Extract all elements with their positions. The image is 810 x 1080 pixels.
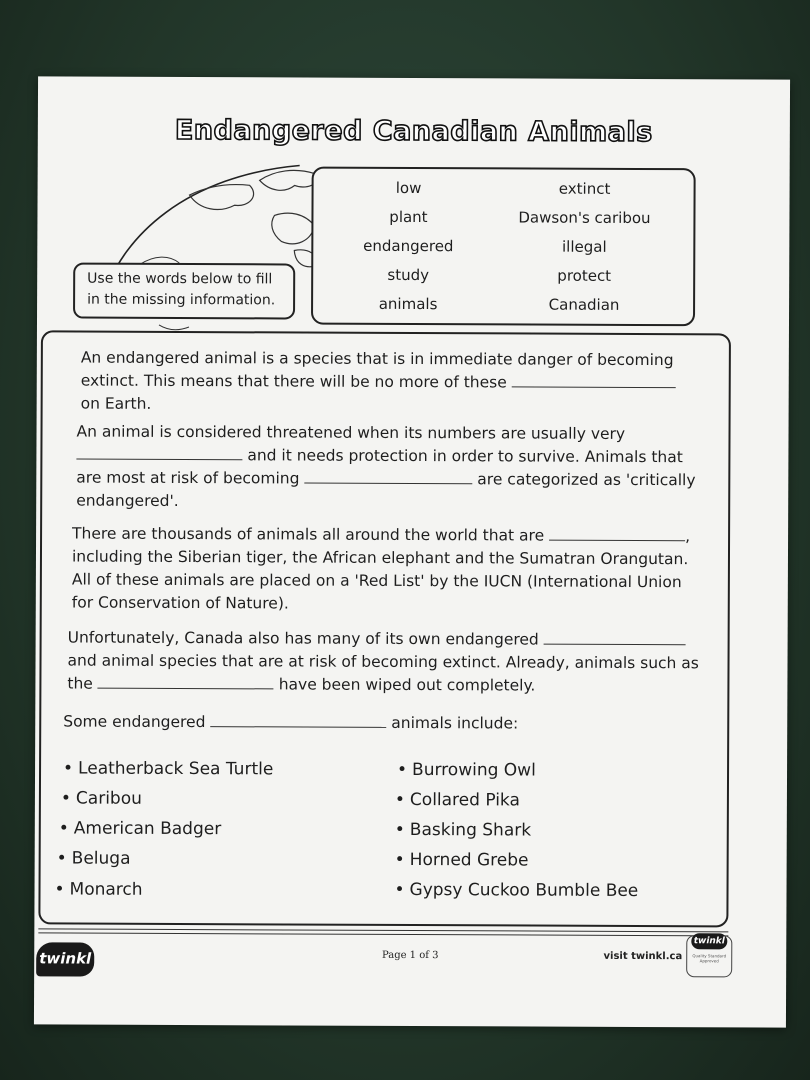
paragraph-line: the have been wiped out completely. <box>67 674 536 695</box>
word-bank-word: plant <box>389 207 428 227</box>
paragraph-line: and it needs protection in order to survive. Animals that <box>76 444 724 470</box>
paragraph-line: for Conservation of Nature). <box>71 593 289 613</box>
paragraph-3 <box>72 523 724 618</box>
fill-blank[interactable] <box>210 711 386 728</box>
worksheet-title: Endangered Canadian Animals <box>174 114 653 149</box>
word-bank-box <box>311 167 696 327</box>
fill-blank[interactable] <box>98 673 274 690</box>
paragraph-line: An animal is considered threatened when its numbers are usually very <box>76 422 626 443</box>
fill-blank[interactable] <box>76 444 242 461</box>
word-bank-word: extinct <box>558 179 611 198</box>
paragraph-4 <box>67 626 723 698</box>
paragraph-1 <box>81 347 721 419</box>
footer-rule <box>38 932 728 936</box>
animal-list-item: • Leatherback Sea Turtle <box>63 758 273 779</box>
word-bank-word: Canadian <box>548 295 620 314</box>
word-bank-word: protect <box>557 266 612 285</box>
fill-blank[interactable] <box>304 468 472 485</box>
badge-title: twinkl <box>691 933 727 949</box>
word-bank-left-column <box>314 169 504 314</box>
paragraph-line: All of these animals are placed on a 'Red List' by the IUCN (International Union <box>71 570 682 592</box>
paragraph-line: and animal species that are at risk of becoming extinct. Already, animals such as <box>67 651 699 673</box>
word-bank-word: endangered <box>363 236 454 256</box>
website-text: visit twinkl.ca <box>603 950 683 963</box>
word-bank-word: Dawson's caribou <box>518 208 651 228</box>
animal-list-item: • Basking Shark <box>395 820 531 841</box>
paragraph-5 <box>63 710 723 736</box>
animal-list-item: • Collared Pika <box>395 790 520 811</box>
word-bank-word: study <box>387 265 430 285</box>
word-bank-word: illegal <box>561 237 607 256</box>
paragraph-line: extinct. This means that there will be no more of these <box>81 370 721 396</box>
animal-list-item: • Beluga <box>57 848 131 868</box>
instruction-box: Use the words below to fill in the missing information. <box>73 263 295 320</box>
paragraph-2 <box>76 421 724 516</box>
page-number: Page 1 of 3 <box>381 949 439 962</box>
fill-blank[interactable] <box>512 371 676 388</box>
quality-badge <box>686 935 732 977</box>
fill-blank[interactable] <box>549 525 685 542</box>
paragraph-line: There are thousands of animals all around the world that are , <box>72 524 691 546</box>
paragraph-line: are most at risk of becoming are categorized as 'critically <box>76 468 696 490</box>
paragraph-line: Unfortunately, Canada also has many of its own endangered <box>68 626 724 652</box>
badge-subtitle: Quality Standard Approved <box>692 953 727 964</box>
paragraph-line: An endangered animal is a species that is in immediate danger of becoming <box>80 348 674 370</box>
fill-blank[interactable] <box>544 629 686 646</box>
animal-list-item: • Gypsy Cuckoo Bumble Bee <box>394 880 638 901</box>
passage-box <box>38 330 731 927</box>
word-bank-right-column <box>490 169 680 314</box>
paragraph-line: endangered'. <box>76 491 179 510</box>
animal-list-item: • American Badger <box>59 818 222 839</box>
word-bank-word: animals <box>378 294 438 314</box>
animal-list-item: • Horned Grebe <box>395 850 529 871</box>
animal-list-item: • Monarch <box>54 879 142 899</box>
footer-rule <box>38 928 728 932</box>
twinkl-logo: twinkl <box>36 942 94 976</box>
paragraph-line: including the Siberian tiger, the African elephant and the Sumatran Orangutan. <box>71 547 689 569</box>
paragraph-line: on Earth. <box>80 394 152 413</box>
animal-list-item: • Burrowing Owl <box>397 760 536 781</box>
animal-list-item: • Caribou <box>61 788 142 808</box>
worksheet-page <box>34 76 790 1027</box>
paragraph-line: Some endangered animals include: <box>63 712 519 733</box>
word-bank-word: low <box>395 178 422 198</box>
